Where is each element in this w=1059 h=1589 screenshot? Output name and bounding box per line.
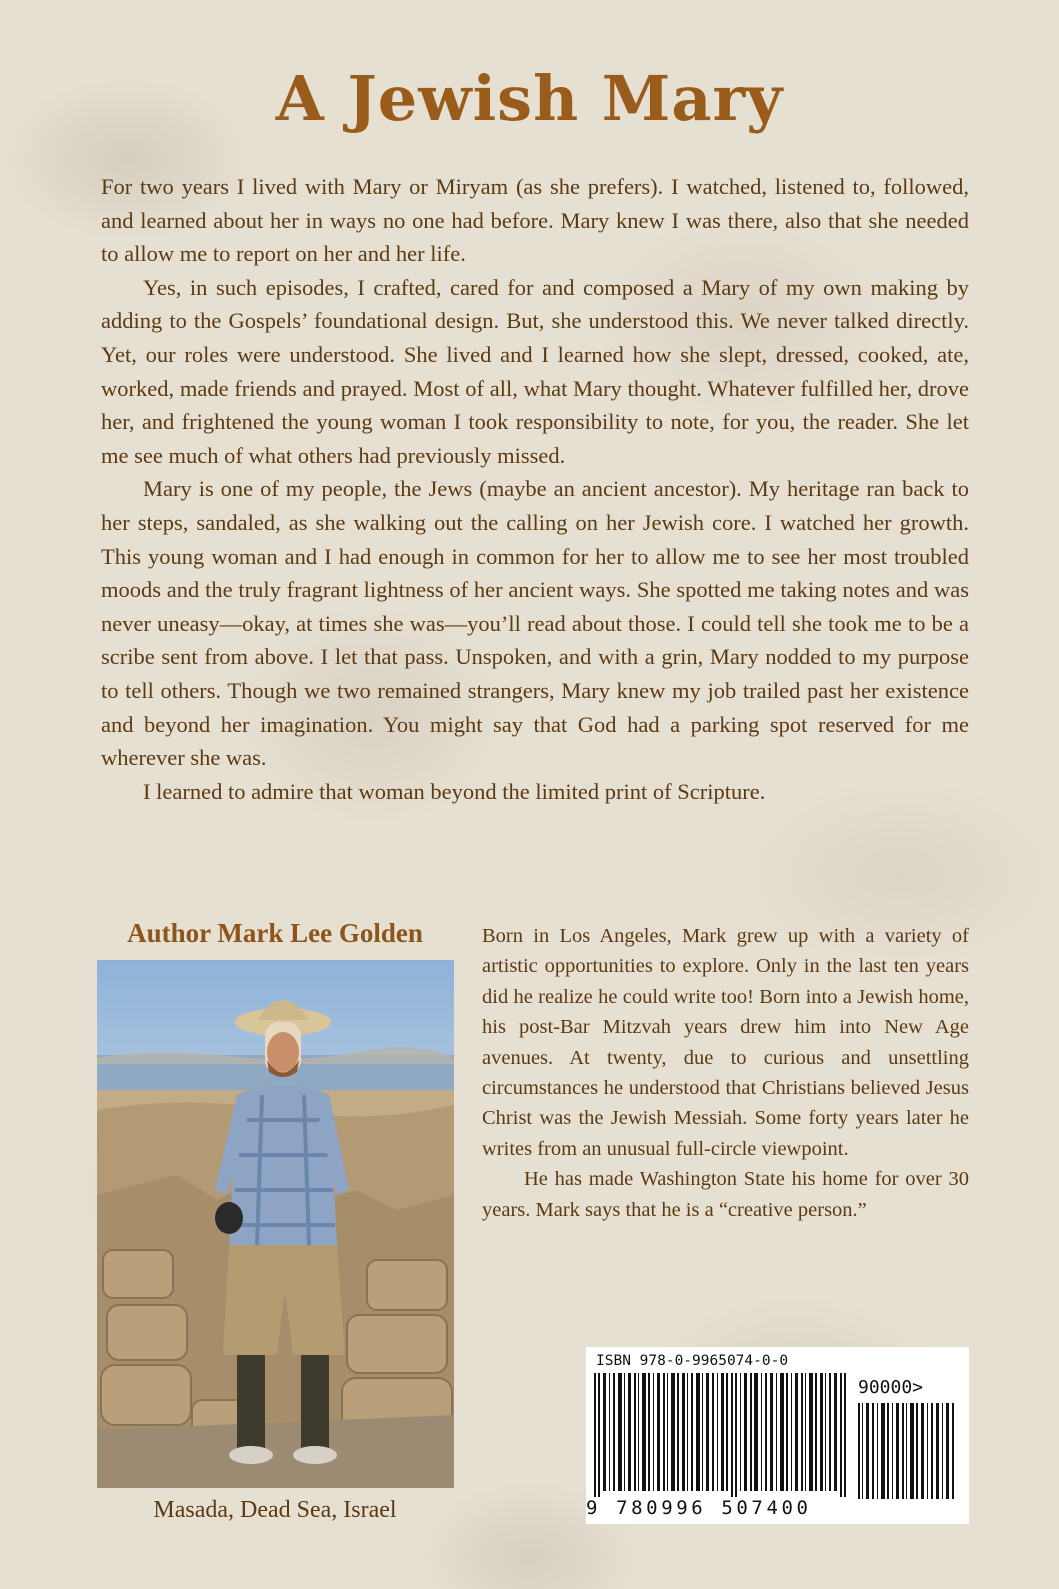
isbn-label: ISBN 978-0-9965074-0-0	[596, 1353, 789, 1369]
blurb-paragraph: I learned to admire that woman beyond the limited print of Scripture.	[143, 778, 766, 804]
book-title: A Jewish Mary	[275, 62, 784, 135]
price-code: 90000>	[858, 1377, 924, 1398]
bio-paragraph: He has made Washington State his home for over 30 years. Mark says that he is a “creative person.”	[482, 1168, 969, 1221]
bio-paragraph: Born in Los Angeles, Mark grew up with a variety of artistic opportunities to explore. Only in the last ten years did he realize he could write too! Born into a Jewish home, his post-Bar Mitzvah years drew him into New Age avenues. At twenty, due to curious and unsettling circumstances he understood that Christians believed Jesus Christ was the Jewish Messiah. Some forty years later he writes from an unusual full-circle viewpoint.	[482, 925, 969, 1160]
blurb-paragraph: For two years I lived with Mary or Miryam (as she prefers). I watched, listened to, followed, and learned about her in ways no one had before. Mary knew I was there, also that she needed to allow me to report on her and her life.	[101, 174, 969, 267]
author-heading: Author Mark Lee Golden	[127, 918, 423, 948]
blurb-paragraph: Mary is one of my people, the Jews (maybe an ancient ancestor). My heritage ran back to her steps, sandaled, as she walking out the calling on her Jewish core. I watched her growth. This young woman and I had enough in common for her to allow me to see her most troubled moods and the truly fragrant lightness of her ancient ways. She spotted me taking notes and was never uneasy—okay, at times she was—you’ll read about those. I could tell she took me to be a scribe sent from above. I let that pass. Unspoken, and with a grin, Mary nodded to my purpose to tell others. Though we two remained strangers, Mary knew my job trailed past her existence and beyond her imagination. You might say that God had a parking spot reserved for me wherever she was.	[101, 476, 969, 771]
ean-digits: 9 780996 507400	[586, 1497, 812, 1519]
author-bio	[482, 921, 969, 1225]
photo-caption: Masada, Dead Sea, Israel	[153, 1497, 397, 1523]
book-blurb	[101, 170, 969, 808]
isbn-barcode	[586, 1347, 969, 1524]
blurb-paragraph: Yes, in such episodes, I crafted, cared for and composed a Mary of my own making by adding to the Gospels’ foundational design. But, she understood this. We never talked directly. Yet, our roles were understood. She lived and I learned how she slept, dressed, cooked, ate, worked, made friends and prayed. Most of all, what Mary thought. Whatever fulfilled her, drove her, and frightened the young woman I took responsibility to note, for you, the reader. She let me see much of what others had previously missed.	[101, 274, 969, 468]
author-photo	[97, 960, 454, 1488]
